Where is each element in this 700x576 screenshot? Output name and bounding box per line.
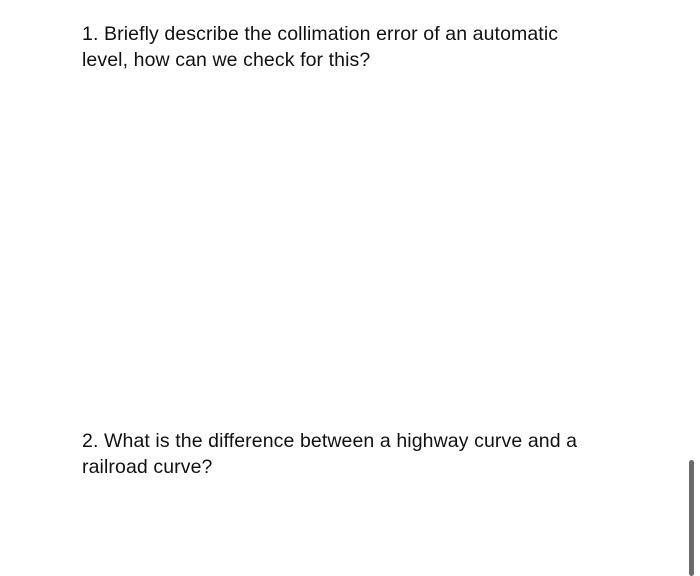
question-2	[82, 428, 642, 480]
question-2-number: 2.	[82, 430, 99, 452]
question-2-line-1	[82, 428, 642, 454]
question-1-number: 1.	[82, 23, 99, 45]
question-2-text-line-1: What is the difference between a highway curve and a	[104, 430, 578, 452]
question-1	[82, 21, 642, 73]
question-1-text-line-1: Briefly describe the collimation error of an automatic	[104, 23, 559, 45]
question-1-line-1	[82, 21, 642, 47]
vertical-scrollbar-thumb[interactable]	[689, 460, 694, 576]
question-1-text-line-2: level, how can we check for this?	[82, 49, 371, 71]
question-2-text-line-2: railroad curve?	[82, 456, 213, 478]
